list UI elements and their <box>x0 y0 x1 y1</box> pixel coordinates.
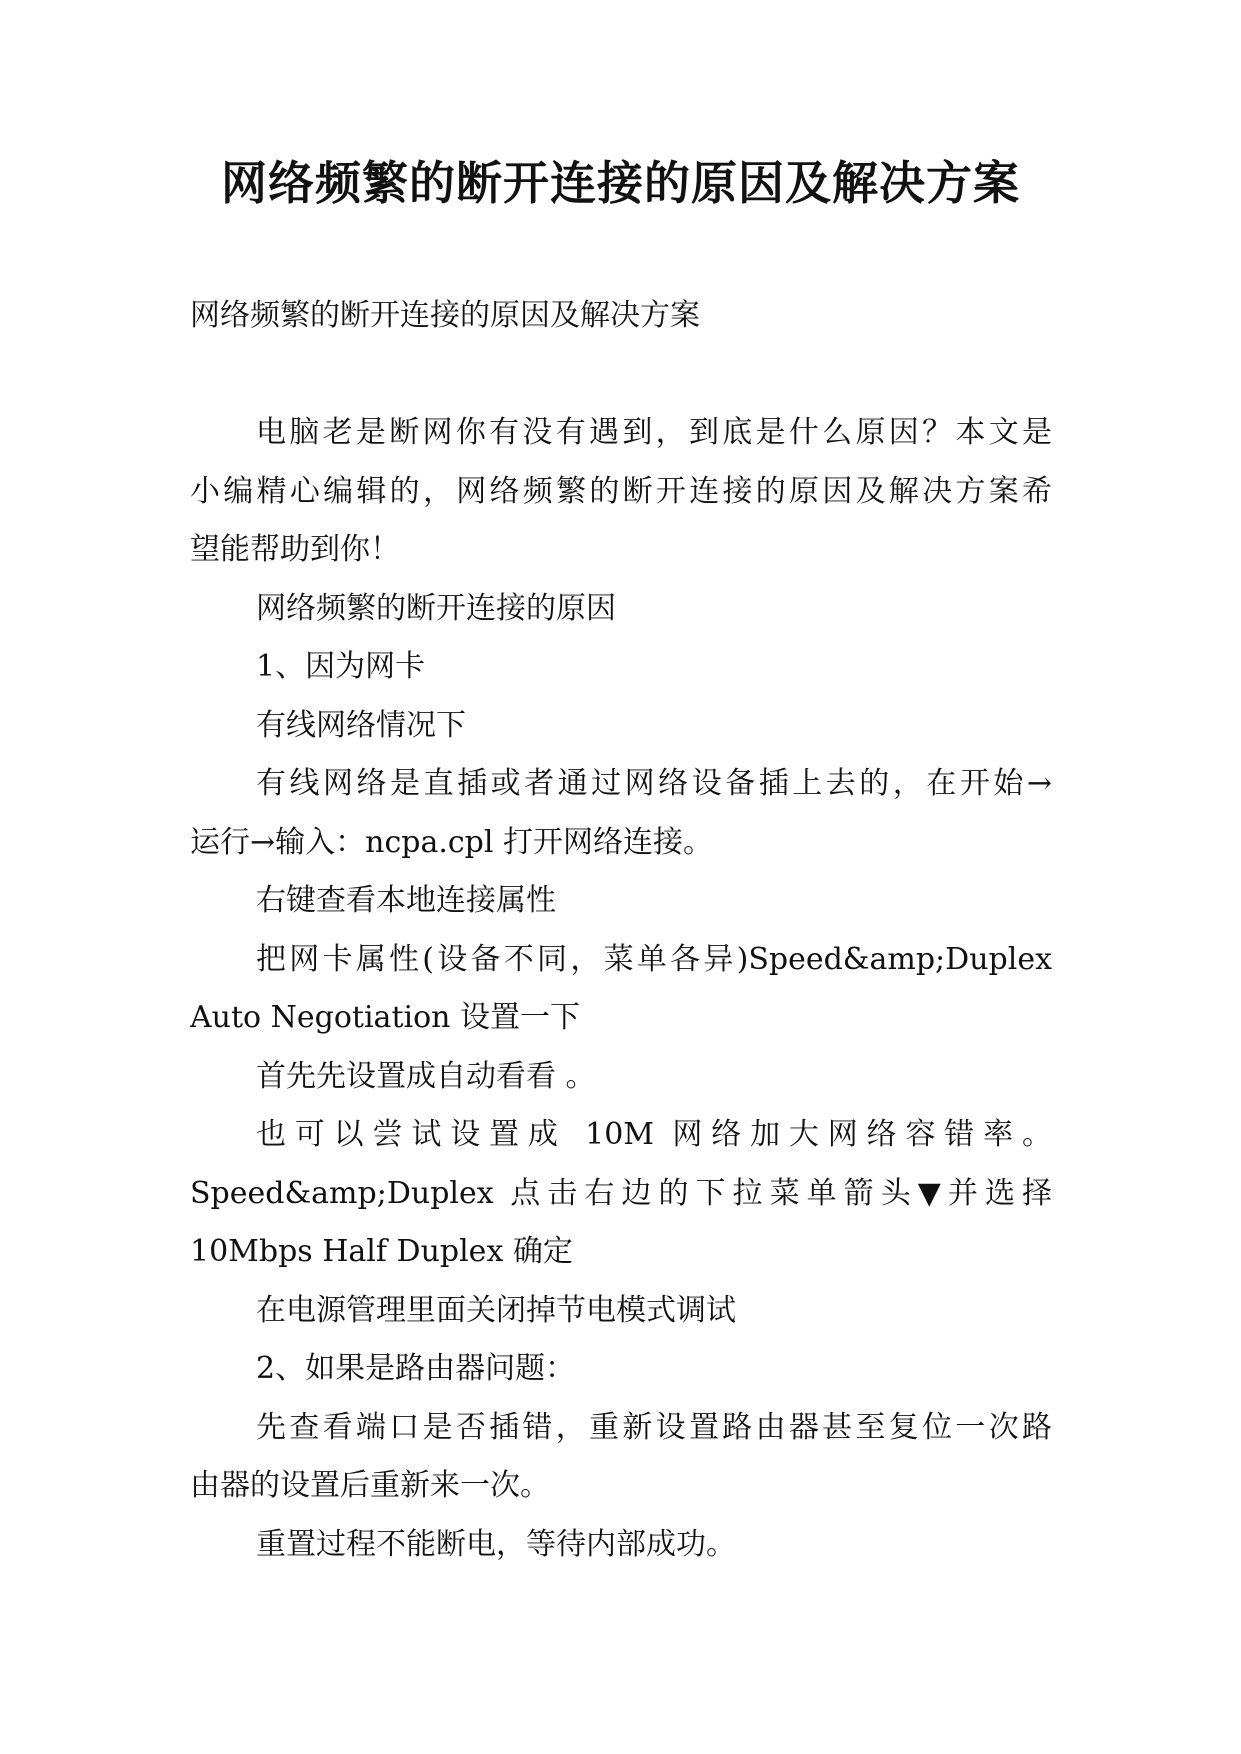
numbered-heading: 1、因为网卡 <box>256 649 426 684</box>
paragraph-line: 也可以尝试设置成 10M 网络加大网络容错率。 <box>256 1117 1052 1152</box>
paragraph-line: 有线网络是直插或者通过网络设备插上去的，在开始→ <box>256 766 1052 801</box>
paragraph-line: 望能帮助到你！ <box>190 532 400 567</box>
paragraph-line: 把网卡属性(设备不同，菜单各异)Speed&amp;Duplex <box>256 941 1052 977</box>
paragraph-line: 小编精心编辑的，网络频繁的断开连接的原因及解决方案希 <box>190 473 1052 509</box>
paragraph-line: 重置过程不能断电，等待内部成功。 <box>256 1526 736 1562</box>
document-title: 网络频繁的断开连接的原因及解决方案 <box>221 156 1020 210</box>
section-heading: 网络频繁的断开连接的原因 <box>256 590 616 626</box>
blank-line <box>190 346 1052 405</box>
paragraph-line: 右键查看本地连接属性 <box>256 883 556 918</box>
paragraph-line: 有线网络情况下 <box>256 707 466 743</box>
paragraph-line: Auto Negotiation 设置一下 <box>190 1000 581 1035</box>
paragraph-line: 运行→输入：ncpa.cpl 打开网络连接。 <box>190 824 714 860</box>
document-body <box>190 287 1052 1574</box>
paragraph-line: Speed&amp;Duplex 点击右边的下拉菜单箭头▼并选择 <box>190 1175 1052 1211</box>
paragraph-line: 10Mbps Half Duplex 确定 <box>190 1234 573 1269</box>
paragraph-line: 首先先设置成自动看看 。 <box>256 1058 596 1094</box>
numbered-heading: 2、如果是路由器问题： <box>256 1351 576 1386</box>
paragraph-line: 先查看端口是否插错，重新设置路由器甚至复位一次路 <box>256 1409 1052 1445</box>
paragraph-line: 电脑老是断网你有没有遇到，到底是什么原因？本文是 <box>256 415 1052 450</box>
document-subtitle: 网络频繁的断开连接的原因及解决方案 <box>190 298 700 333</box>
paragraph-line: 由器的设置后重新来一次。 <box>190 1468 550 1503</box>
paragraph-line: 在电源管理里面关闭掉节电模式调试 <box>256 1292 736 1328</box>
